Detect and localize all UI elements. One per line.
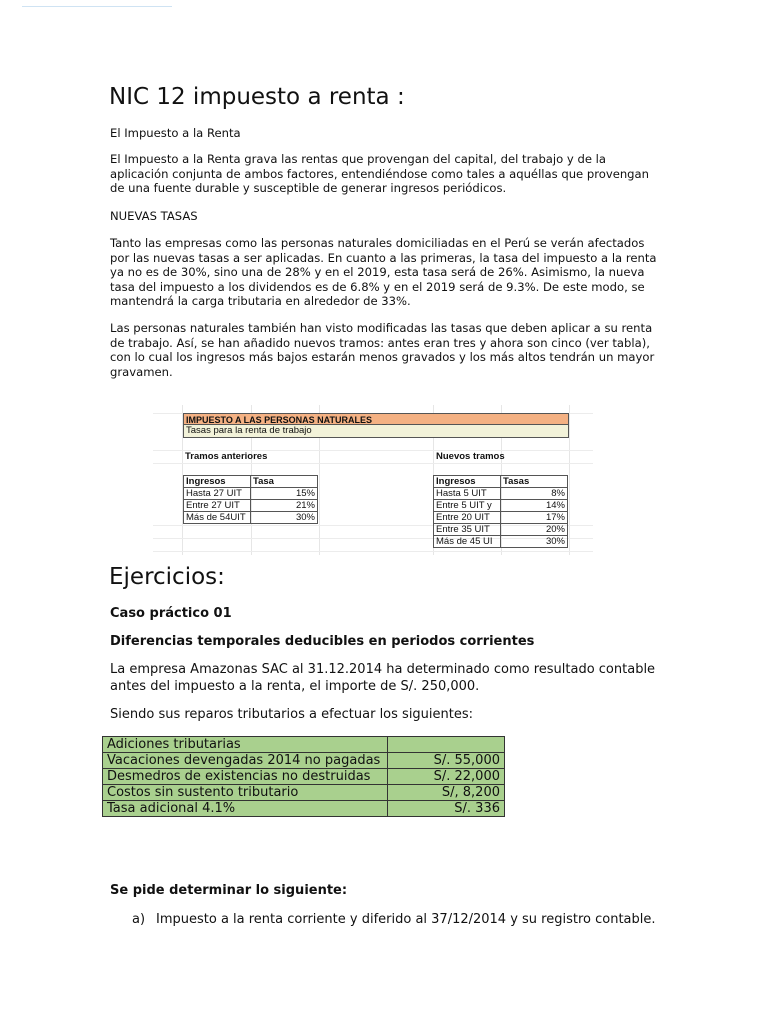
table-row	[434, 488, 568, 500]
empresa-line: antes del impuesto a la renta, el importe de S/. 250,000.	[110, 678, 480, 694]
table-row	[434, 524, 568, 536]
personas-paragraph	[110, 321, 660, 379]
siendo-paragraph: Siendo sus reparos tributarios a efectuar los siguientes:	[110, 707, 474, 722]
nuevas-line: mantendrá la carga tributaria en alrededor de 33%.	[110, 294, 411, 309]
col-ingresos: Ingresos	[434, 476, 501, 488]
table-row	[184, 512, 318, 524]
table-row	[184, 500, 318, 512]
list-marker: a)	[132, 912, 146, 927]
page-top-divider	[22, 6, 172, 7]
personas-line: de trabajo. Así, se han añadido nuevos tramos: antes eran tres y ahora son cinco (ver tabla),	[110, 335, 650, 350]
nuevas-line: Tanto las empresas como las personas naturales domiciliadas en el Perú se verán afectados	[110, 236, 645, 250]
cell-concepto: Vacaciones devengadas 2014 no pagadas	[103, 753, 388, 769]
cell-ingresos: Hasta 5 UIT	[434, 488, 501, 500]
col-tasa: Tasa	[251, 476, 318, 488]
cell-concepto: Costos sin sustento tributario	[103, 785, 388, 801]
cell-concepto: Desmedros de existencias no destruidas	[103, 769, 388, 785]
nuevas-tasas-paragraph	[110, 236, 660, 309]
empresa-line: La empresa Amazonas SAC al 31.12.2014 ha determinado como resultado contable	[110, 662, 656, 677]
table-row	[103, 737, 505, 753]
diferencias-heading: Diferencias temporales deducibles en periodos corrientes	[110, 634, 535, 649]
cell-ingresos: Entre 20 UIT	[434, 512, 501, 524]
empresa-paragraph	[110, 662, 670, 695]
table-row	[103, 753, 505, 769]
table-row	[434, 500, 568, 512]
cell-tasa: 30%	[251, 512, 318, 524]
tramos-anteriores-label: Tramos anteriores	[185, 451, 268, 462]
nuevas-line: tasa del impuesto a los dividendos es de 6.8% y en el 2019 será de 9.3%. De este modo, se	[110, 279, 645, 294]
personas-line: gravamen.	[110, 364, 173, 379]
intro-line: aplicación conjunta de ambos factores, entendiéndose como tales a aquéllas que provengan	[110, 166, 649, 181]
cell-monto: S/, 8,200	[388, 785, 505, 801]
cell-monto: S/. 55,000	[388, 753, 505, 769]
col-ingresos: Ingresos	[184, 476, 251, 488]
cell-tasa: 17%	[501, 512, 568, 524]
nuevos-tramos-table	[433, 475, 568, 548]
cell-ingresos: Más de 54UIT	[184, 512, 251, 524]
cell-ingresos: Entre 35 UIT	[434, 524, 501, 536]
cell-ingresos: Entre 5 UIT y	[434, 500, 501, 512]
cell-tasa: 20%	[501, 524, 568, 536]
list-item-text: Impuesto a la renta corriente y diferido al 37/12/2014 y su registro contable.	[156, 912, 656, 927]
intro-heading: El Impuesto a la Renta	[110, 126, 241, 140]
cell-tasa: 14%	[501, 500, 568, 512]
cell-concepto: Adiciones tributarias	[103, 737, 388, 753]
cell-tasa: 30%	[501, 536, 568, 548]
cell-ingresos: Hasta 27 UIT	[184, 488, 251, 500]
personas-line: con lo cual los ingresos más bajos estarán menos gravados y los más altos tendrán un mayor	[110, 350, 655, 365]
cell-monto: S/. 336	[388, 801, 505, 817]
ejercicios-heading: Ejercicios:	[109, 564, 225, 590]
nuevas-tasas-heading: NUEVAS TASAS	[110, 209, 198, 223]
cell-ingresos: Entre 27 UIT	[184, 500, 251, 512]
cell-concepto: Tasa adicional 4.1%	[103, 801, 388, 817]
caso-practico-heading: Caso práctico 01	[110, 606, 232, 621]
cell-tasa: 21%	[251, 500, 318, 512]
intro-line: de una fuente durable y susceptible de generar ingresos periódicos.	[110, 181, 507, 196]
table-row	[103, 785, 505, 801]
nuevas-line: por las nuevas tasas a ser aplicadas. En cuanto a las primeras, la tasa del impuesto a la renta	[110, 250, 657, 265]
page-title: NIC 12 impuesto a renta :	[109, 84, 405, 110]
list-item	[132, 912, 656, 927]
table-row	[103, 801, 505, 817]
table-row	[434, 512, 568, 524]
personas-line: Las personas naturales también han visto modificadas las tasas que deben aplicar a su renta	[110, 321, 653, 335]
col-tasas: Tasas	[501, 476, 568, 488]
table-row	[103, 769, 505, 785]
nuevas-line: ya no es de 30%, sino una de 28% y en el 2019, esta tasa será de 26%. Asimismo, la nueva	[110, 265, 645, 280]
reparos-table	[102, 736, 505, 817]
tasas-spreadsheet	[153, 405, 593, 555]
tramos-anteriores-table	[183, 475, 318, 524]
cell-ingresos: Más de 45 UI	[434, 536, 501, 548]
cell-tasa: 15%	[251, 488, 318, 500]
table-row	[434, 536, 568, 548]
intro-line: El Impuesto a la Renta grava las rentas que provengan del capital, del trabajo y de la	[110, 152, 606, 166]
intro-paragraph	[110, 152, 660, 196]
table-row	[184, 488, 318, 500]
sheet-header: IMPUESTO A LAS PERSONAS NATURALES	[183, 413, 569, 425]
cell-monto	[388, 737, 505, 753]
sheet-subheader: Tasas para la renta de trabajo	[183, 425, 569, 438]
cell-tasa: 8%	[501, 488, 568, 500]
cell-monto: S/. 22,000	[388, 769, 505, 785]
nuevos-tramos-label: Nuevos tramos	[436, 451, 505, 462]
se-pide-heading: Se pide determinar lo siguiente:	[110, 883, 348, 898]
